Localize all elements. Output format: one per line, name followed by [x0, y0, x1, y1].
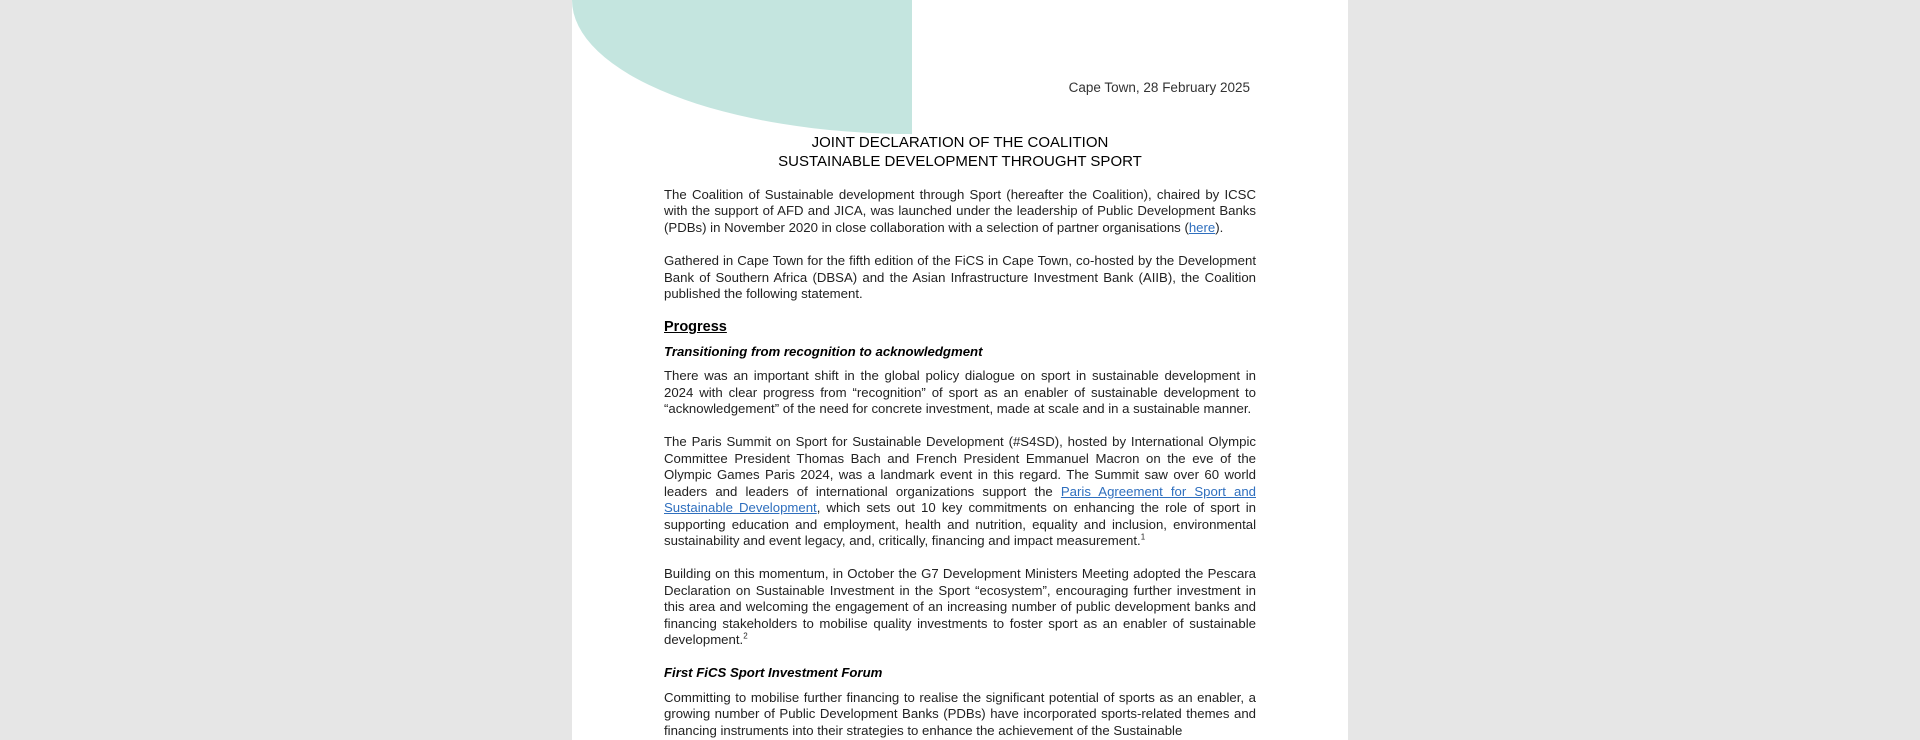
progress-p3-text: Building on this momentum, in October the G7 Development Ministers Meeting adopted the Pescara Declaration on Sustainable Investment in the Sport “ecosystem”, encouraging further investment in this area and welcoming the engagement of an increasing number of public development banks and financing stakeholders to mobilise quality investments to foster sport as an enabler of sustainable development. [664, 566, 1256, 647]
subheading-fics-forum: First FiCS Sport Investment Forum [664, 665, 883, 681]
document-page [572, 0, 1348, 740]
progress-p2-end: , which sets out 10 key commitments on enhancing the role of sport in supporting education and employment, health and nutrition, equality and inclusion, environmental sustainability and event legacy, and, critically, financing and impact measurement. [664, 500, 1256, 548]
footnote-1[interactable]: 1 [1140, 532, 1146, 542]
progress-paragraph-2 [664, 434, 1256, 549]
document-title [664, 134, 1256, 171]
progress-paragraph-4: Committing to mobilise further financing to realise the significant potential of sports as an enabler, a growing number of Public Development Banks (PDBs) have incorporated sports-related themes and financing instruments into their strategies to enhance the achievement of the Sustainable [664, 689, 1256, 738]
progress-heading: Progress [664, 319, 727, 336]
intro-p1-end: ). [1215, 219, 1224, 235]
title-line-2: SUSTAINABLE DEVELOPMENT THROUGHT SPORT [778, 152, 1142, 170]
paris-agreement-link[interactable]: Paris Agreement for Sport and Sustainable Development [664, 483, 1256, 516]
progress-p2-text: The Paris Summit on Sport for Sustainable Development (#S4SD), hosted by International Olympic Committee President Thomas Bach and French President Emmanuel Macron on the eve of the Olympic Games Paris 2024, was a landmark event in this regard. The Summit saw over 60 world leaders and leaders of international organizations support the [664, 434, 1256, 499]
document-body [664, 134, 1256, 740]
intro-paragraph-1 [664, 187, 1256, 236]
progress-paragraph-1: There was an important shift in the global policy dialogue on sport in sustainable development in 2024 with clear progress from “recognition” of sport as an enabler of sustainable development to “acknowledgement” of the need for concrete investment, made at scale and in a sustainable manner. [664, 368, 1256, 417]
progress-paragraph-3 [664, 566, 1256, 648]
intro-paragraph-2: Gathered in Cape Town for the fifth edition of the FiCS in Cape Town, co-hosted by the Development Bank of Southern Africa (DBSA) and the Asian Infrastructure Investment Bank (AIIB), the Coalition published the following statement. [664, 253, 1256, 302]
here-link[interactable]: here [1188, 219, 1216, 235]
intro-p1-text: The Coalition of Sustainable development through Sport (hereafter the Coalition), chaired by ICSC with the support of AFD and JICA, was launched under the leadership of Public Development Banks (PDBs) in November 2020 in close collaboration with a selection of partner organisations ( [664, 187, 1256, 235]
decorative-shape [572, 0, 912, 134]
subheading-transitioning: Transitioning from recognition to acknowledgment [664, 343, 983, 359]
title-line-1: JOINT DECLARATION OF THE COALITION [811, 134, 1109, 151]
footnote-2[interactable]: 2 [743, 631, 748, 641]
date-line: Cape Town, 28 February 2025 [1068, 80, 1250, 95]
